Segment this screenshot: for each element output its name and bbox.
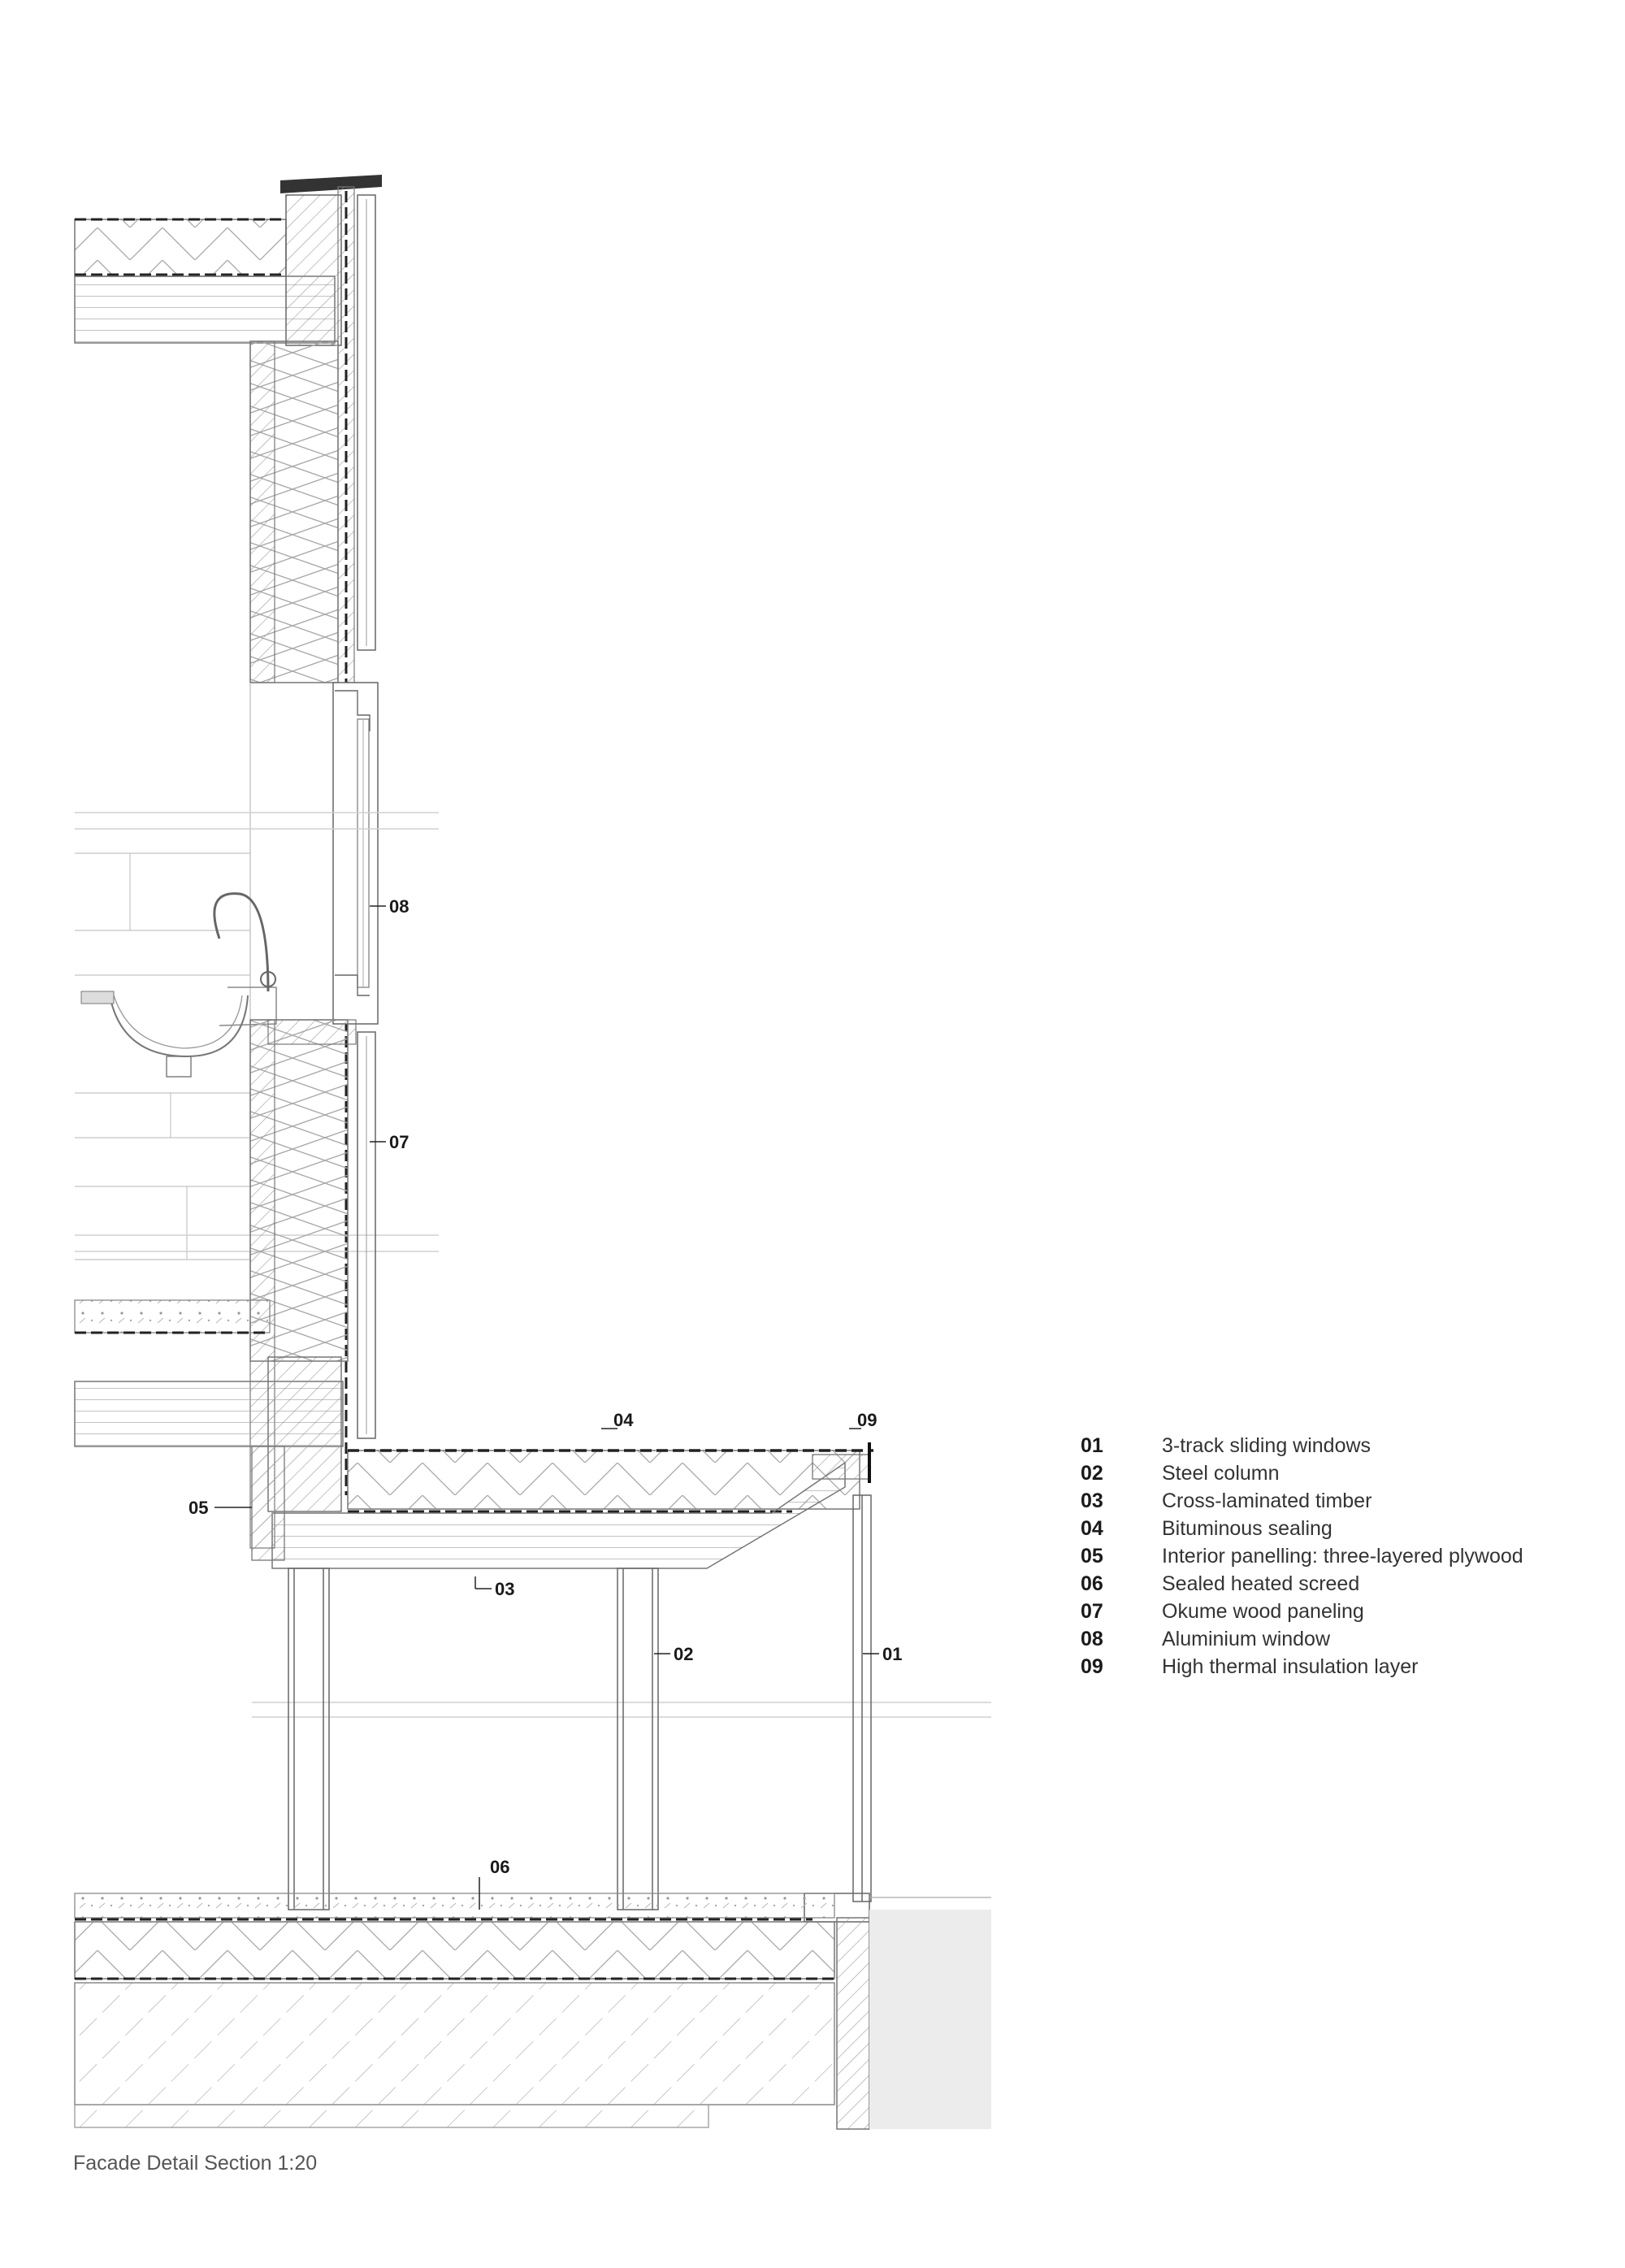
callout-09: 09: [857, 1410, 878, 1430]
legend-description: Steel column: [1162, 1461, 1280, 1485]
callout-03: 03: [495, 1579, 515, 1599]
legend-description: Cross-laminated timber: [1162, 1489, 1372, 1512]
material-legend: [1081, 1432, 1601, 1680]
legend-description: Bituminous sealing: [1162, 1516, 1332, 1540]
legend-row: [1081, 1487, 1601, 1515]
legend-description: Interior panelling: three-layered plywood: [1162, 1544, 1523, 1568]
legend-description: Okume wood paneling: [1162, 1599, 1364, 1623]
legend-number: 05: [1081, 1544, 1103, 1568]
ground-slab: [75, 1893, 991, 2129]
legend-description: 3-track sliding windows: [1162, 1433, 1372, 1457]
legend-row: [1081, 1570, 1601, 1598]
callout-02: 02: [674, 1644, 694, 1664]
legend-number: 08: [1081, 1627, 1103, 1650]
callout-08: 08: [389, 896, 410, 917]
legend-number: 09: [1081, 1654, 1103, 1678]
roof-assembly: [75, 175, 382, 345]
callout-01: 01: [882, 1644, 903, 1664]
steel-columns: [288, 1568, 658, 1910]
legend-row: [1081, 1598, 1601, 1625]
legend-description: High thermal insulation layer: [1162, 1654, 1419, 1678]
legend-number: 04: [1081, 1516, 1103, 1540]
legend-number: 03: [1081, 1489, 1103, 1512]
legend-number: 01: [1081, 1433, 1103, 1457]
callout-04: 04: [613, 1410, 634, 1430]
legend-row: [1081, 1625, 1601, 1653]
legend-number: 07: [1081, 1599, 1103, 1623]
legend-description: Aluminium window: [1162, 1627, 1331, 1650]
callout-06: 06: [490, 1857, 510, 1877]
legend-row: [1081, 1515, 1601, 1542]
legend-description: Sealed heated screed: [1162, 1572, 1360, 1595]
legend-number: 06: [1081, 1572, 1103, 1595]
legend-row: [1081, 1459, 1601, 1487]
legend-number: 02: [1081, 1461, 1103, 1485]
aluminium-window: [333, 683, 378, 1024]
legend-row: [1081, 1432, 1601, 1459]
legend-row: [1081, 1653, 1601, 1680]
callout-07: 07: [389, 1132, 410, 1152]
callout-05: 05: [188, 1498, 209, 1518]
drawing-caption: Facade Detail Section 1:20: [73, 2152, 318, 2175]
legend-row: [1081, 1542, 1601, 1570]
sliding-windows: [804, 1495, 871, 1922]
